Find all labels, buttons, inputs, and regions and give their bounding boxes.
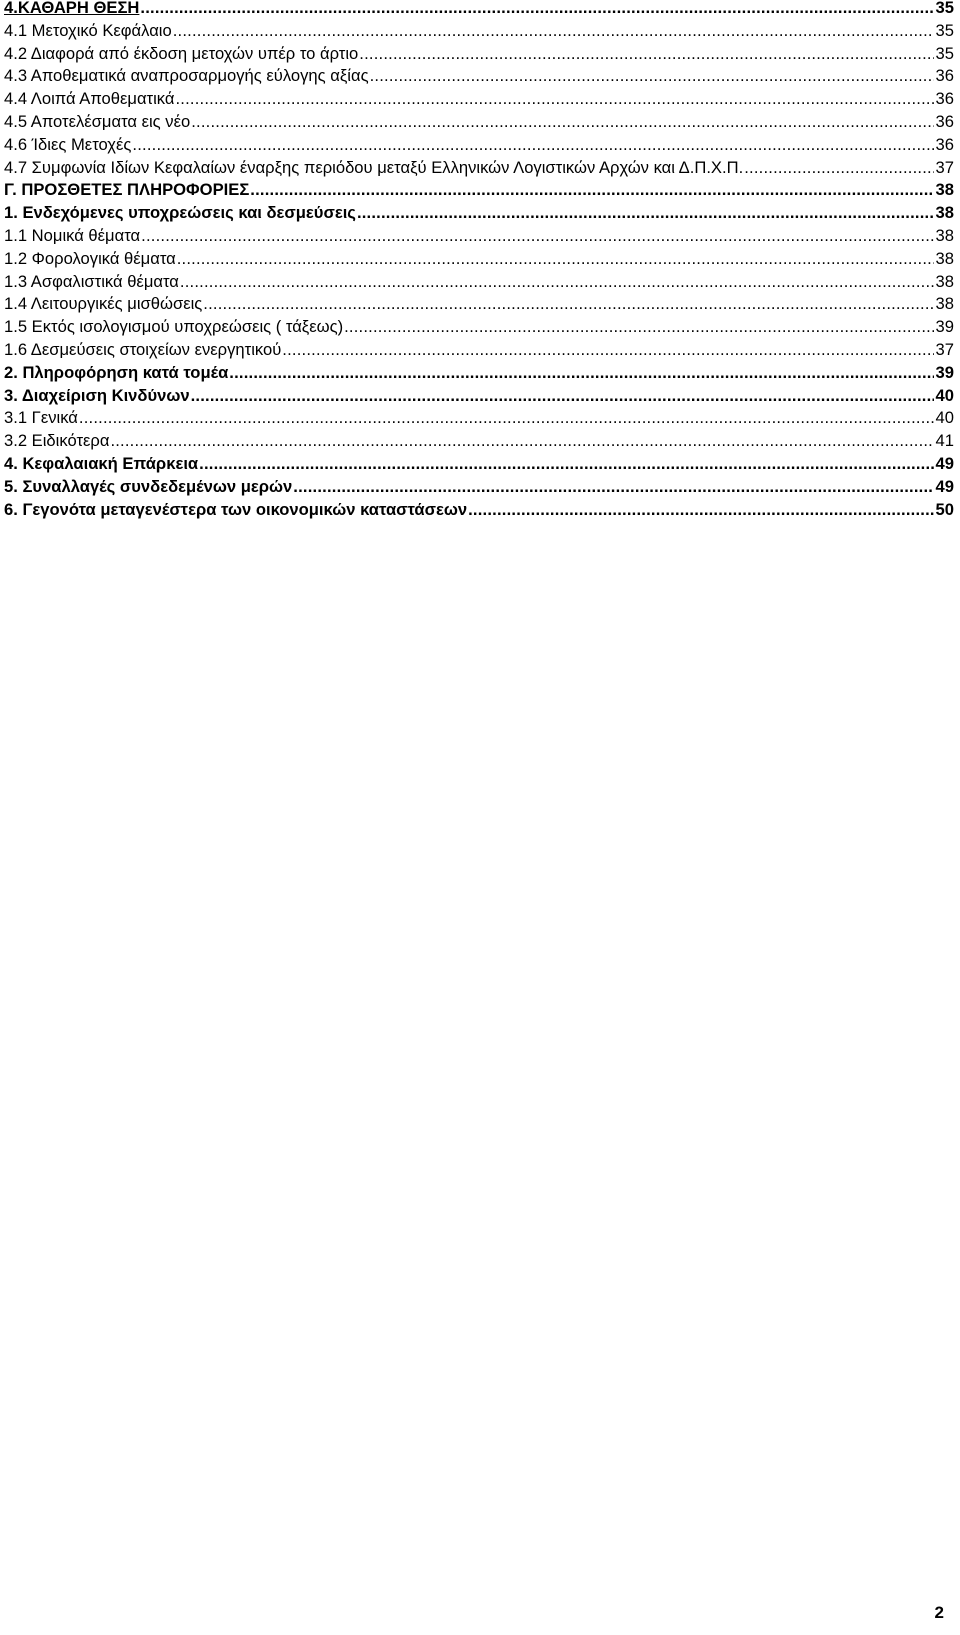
toc-entry-page: 38: [935, 294, 954, 314]
toc-entry-page: 50: [935, 499, 954, 519]
toc-entry-page: 35: [935, 43, 954, 63]
toc-entry-page: 49: [935, 453, 954, 473]
toc-entry-page: 38: [935, 203, 954, 223]
toc-entry-label: 6. Γεγονότα μεταγενέστερα των οικονομικών καταστάσεων: [4, 499, 468, 519]
toc-entry[interactable]: [4, 499, 954, 522]
toc-entry-page: 35: [935, 0, 954, 17]
toc-entry-label: 4.3 Αποθεματικά αναπροσαρμογής εύλογης αξίας: [4, 66, 369, 86]
toc-entry[interactable]: [4, 88, 954, 111]
toc-dot-leader: [175, 88, 933, 111]
toc-dot-leader: [468, 499, 933, 522]
toc-entry-label: 4.7 Συμφωνία Ιδίων Κεφαλαίων έναρξης περιόδου μεταξύ Ελληνικών Λογιστικών Αρχών και Δ.Π.Χ.Π.: [4, 157, 744, 177]
toc-entry[interactable]: [4, 385, 954, 408]
toc-entry-label: 4.4 Λοιπά Αποθεματικά: [4, 89, 175, 109]
toc-dot-leader: [132, 134, 933, 157]
toc-entry-page: 40: [935, 408, 954, 428]
toc-entry[interactable]: [4, 362, 954, 385]
toc-entry-label: 4.2 Διαφορά από έκδοση μετοχών υπέρ το άρτιο: [4, 43, 359, 63]
toc-entry-label: 4.ΚΑΘΑΡΗ ΘΕΣΗ: [4, 0, 140, 17]
toc-entry[interactable]: [4, 65, 954, 88]
toc-dot-leader: [141, 225, 933, 248]
toc-entry[interactable]: [4, 407, 954, 430]
page-number: 2: [934, 1603, 944, 1622]
toc-entry-page: 36: [935, 66, 954, 86]
toc-entry-label: 1.5 Εκτός ισολογισμού υποχρεώσεις ( τάξεως): [4, 317, 344, 337]
toc-dot-leader: [191, 385, 934, 408]
toc-dot-leader: [293, 476, 933, 499]
toc-entry[interactable]: [4, 0, 954, 20]
toc-entry-page: 38: [935, 248, 954, 268]
table-of-contents: [4, 0, 954, 521]
toc-dot-leader: [191, 111, 933, 134]
toc-entry-label: 3.1 Γενικά: [4, 408, 78, 428]
toc-dot-leader: [177, 248, 934, 271]
toc-entry-page: 37: [935, 339, 954, 359]
toc-entry[interactable]: [4, 20, 954, 43]
toc-entry[interactable]: [4, 248, 954, 271]
toc-entry-page: 39: [935, 317, 954, 337]
toc-entry-page: 37: [935, 157, 954, 177]
toc-entry[interactable]: [4, 271, 954, 294]
toc-entry-page: 49: [935, 476, 954, 496]
toc-entry-page: 38: [935, 180, 954, 200]
toc-dot-leader: [744, 157, 933, 180]
toc-entry-label: 1.3 Ασφαλιστικά θέματα: [4, 271, 179, 291]
toc-entry-page: 35: [935, 20, 954, 40]
toc-entry-label: 4.6 Ίδιες Μετοχές: [4, 134, 132, 154]
toc-entry[interactable]: [4, 134, 954, 157]
toc-entry-label: 3.2 Ειδικότερα: [4, 431, 110, 451]
toc-dot-leader: [199, 453, 933, 476]
toc-entry[interactable]: [4, 339, 954, 362]
toc-entry[interactable]: [4, 293, 954, 316]
toc-dot-leader: [344, 316, 933, 339]
toc-dot-leader: [79, 407, 934, 430]
toc-entry-label: 5. Συναλλαγές συνδεδεμένων μερών: [4, 476, 293, 496]
toc-dot-leader: [229, 362, 933, 385]
toc-entry-page: 38: [935, 271, 954, 291]
toc-dot-leader: [250, 179, 933, 202]
toc-dot-leader: [357, 202, 934, 225]
toc-entry[interactable]: [4, 43, 954, 66]
toc-entry-label: 1.6 Δεσμεύσεις στοιχείων ενεργητικού: [4, 339, 282, 359]
toc-entry[interactable]: [4, 453, 954, 476]
toc-entry[interactable]: [4, 111, 954, 134]
toc-entry[interactable]: [4, 202, 954, 225]
toc-entry[interactable]: [4, 225, 954, 248]
toc-dot-leader: [173, 20, 934, 43]
toc-entry-page: 41: [935, 431, 954, 451]
toc-entry-page: 36: [935, 134, 954, 154]
toc-entry[interactable]: [4, 430, 954, 453]
toc-dot-leader: [110, 430, 933, 453]
toc-entry-label: 2. Πληροφόρηση κατά τομέα: [4, 362, 229, 382]
toc-entry-label: 1.4 Λειτουργικές μισθώσεις: [4, 294, 203, 314]
toc-dot-leader: [180, 271, 934, 294]
toc-entry[interactable]: [4, 179, 954, 202]
toc-dot-leader: [140, 0, 933, 20]
toc-entry[interactable]: [4, 476, 954, 499]
toc-entry-label: 4.1 Μετοχικό Κεφάλαιο: [4, 20, 172, 40]
toc-entry-page: 36: [935, 111, 954, 131]
toc-dot-leader: [203, 293, 933, 316]
toc-entry-page: 40: [935, 385, 954, 405]
toc-dot-leader: [370, 65, 934, 88]
toc-entry-page: 39: [935, 362, 954, 382]
toc-dot-leader: [282, 339, 933, 362]
toc-entry-label: 3. Διαχείριση Κινδύνων: [4, 385, 190, 405]
toc-entry-label: 1. Ενδεχόμενες υποχρεώσεις και δεσμεύσεις: [4, 203, 356, 223]
toc-dot-leader: [359, 43, 933, 66]
toc-entry-page: 38: [935, 225, 954, 245]
toc-entry-label: 1.1 Νομικά θέματα: [4, 225, 141, 245]
toc-entry-page: 36: [935, 89, 954, 109]
toc-entry-label: 1.2 Φορολογικά θέματα: [4, 248, 176, 268]
toc-entry[interactable]: [4, 316, 954, 339]
toc-entry[interactable]: [4, 157, 954, 180]
toc-entry-label: Γ. ΠΡΟΣΘΕΤΕΣ ΠΛΗΡΟΦΟΡΙΕΣ: [4, 180, 250, 200]
toc-entry-label: 4. Κεφαλαιακή Επάρκεια: [4, 453, 199, 473]
toc-entry-label: 4.5 Αποτελέσματα εις νέο: [4, 111, 191, 131]
